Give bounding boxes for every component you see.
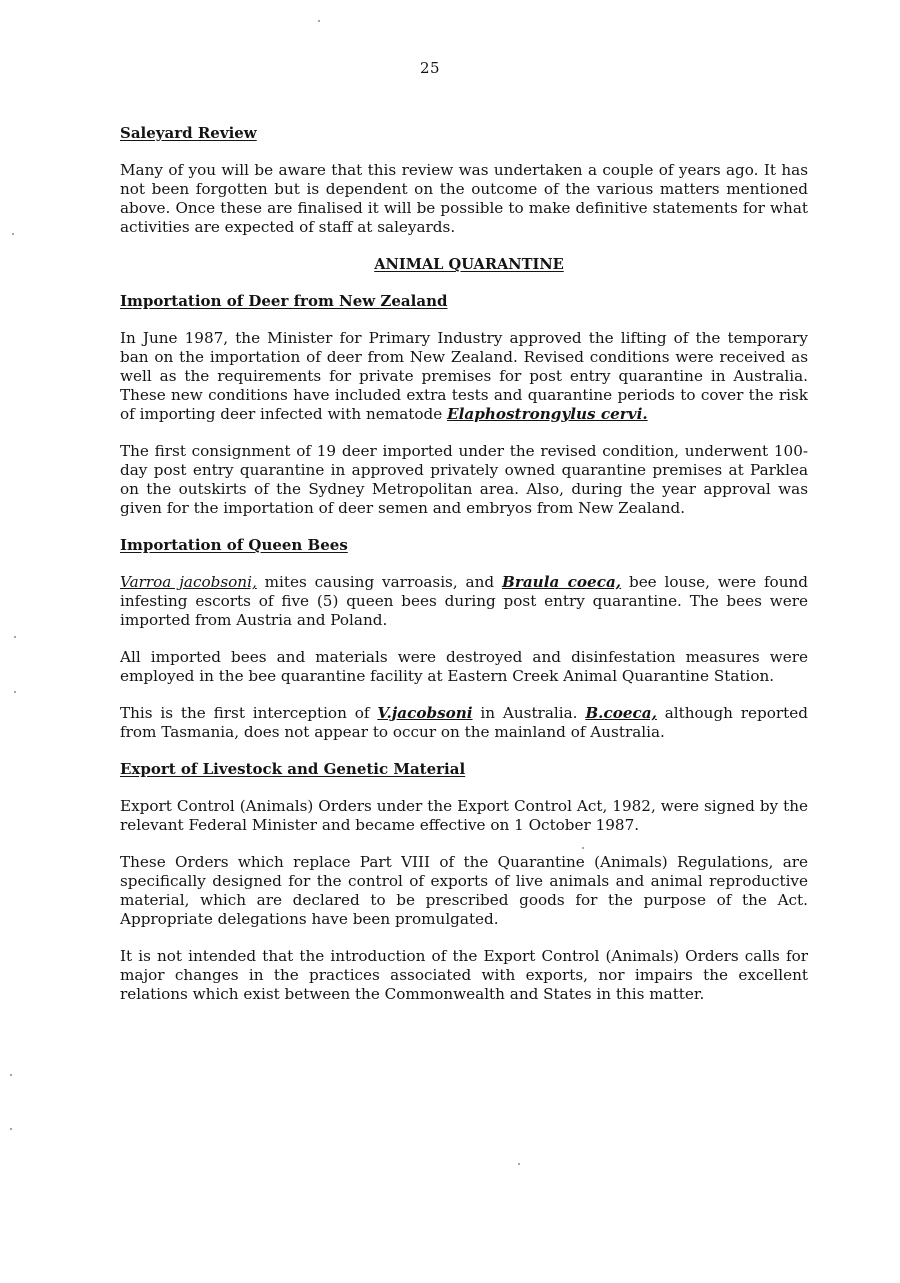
- bees-paragraph-3-mid: in Australia.: [472, 704, 586, 722]
- document-body: [120, 124, 808, 1022]
- page-number: 25: [419, 59, 441, 77]
- deer-paragraph-2: The first consignment of 19 deer imported under the revised condition, underwent 100-day post entry quarantine in approved privately owned quarantine premises at Parklea on the outskirts of the Sydney Metropolitan area. Also, during the year approval was given for the importation of deer semen and embryos from New Zealand.: [120, 442, 808, 517]
- species-braula: Braula coeca,: [502, 573, 622, 591]
- scan-speck: [14, 691, 16, 693]
- bees-paragraph-1-rest: bee louse, were found infesting escorts of five (5) queen bees during post entry quarantine. The bees were imported from Austria and Poland.: [120, 573, 808, 629]
- bees-paragraph-2: All imported bees and materials were destroyed and disinfestation measures were employed in the bee quarantine facility at Eastern Creek Animal Quarantine Station.: [120, 648, 808, 685]
- species-varroa: Varroa jacobsoni,: [120, 573, 257, 591]
- animal-quarantine-heading: ANIMAL QUARANTINE: [374, 256, 564, 273]
- bees-paragraph-3-rest: although reported from Tasmania, does not appear to occur on the mainland of Australia.: [120, 704, 808, 741]
- species-elaphostrongylus: Elaphostrongylus cervi.: [447, 405, 648, 423]
- deer-paragraph-1-text: In June 1987, the Minister for Primary Industry approved the lifting of the temporary ban on the importation of deer from New Zealand. Revised conditions were received as well as the requirements for private premises for post entry quarantine in Australia. These new conditions have included extra tests and quarantine periods to cover the risk of importing deer infected with nematode: [120, 329, 808, 423]
- bees-paragraph-1-mid: mites causing varroasis, and: [256, 573, 502, 591]
- export-paragraph-3: It is not intended that the introduction of the Export Control (Animals) Orders calls for major changes in the practices associated with exports, nor impairs the excellent relations which exist between the Commonwealth and States in this matter.: [120, 947, 808, 1003]
- export-paragraph-1: Export Control (Animals) Orders under the Export Control Act, 1982, were signed by the relevant Federal Minister and became effective on 1 October 1987.: [120, 797, 808, 834]
- saleyard-review-heading: Saleyard Review: [120, 124, 257, 142]
- species-b-coeca: B.coeca,: [585, 704, 657, 722]
- species-v-jacobsoni: V.jacobsoni: [377, 704, 473, 722]
- export-paragraph-2: These Orders which replace Part VIII of the Quarantine (Animals) Regulations, are specifically designed for the control of exports of live animals and animal reproductive material, which are declared to be prescribed goods for the purpose of the Act. Appropriate delegations have been promulgated.: [120, 853, 808, 928]
- saleyard-review-paragraph: Many of you will be aware that this review was undertaken a couple of years ago. It has not been forgotten but is dependent on the outcome of the various matters mentioned above. Once these are finalised it will be possible to make definitive statements for what activities are expected of staff at saleyards.: [120, 161, 808, 236]
- scan-speck: [582, 847, 584, 849]
- scan-speck: [14, 636, 16, 638]
- deer-importation-heading: Importation of Deer from New Zealand: [120, 292, 448, 310]
- scan-speck: [10, 1074, 12, 1076]
- scan-speck: [518, 1163, 520, 1165]
- bees-paragraph-1: [120, 573, 808, 630]
- export-livestock-heading: Export of Livestock and Genetic Material: [120, 760, 466, 778]
- scan-speck: [10, 1128, 12, 1130]
- queen-bees-heading: Importation of Queen Bees: [120, 536, 348, 554]
- deer-paragraph-1: [120, 329, 808, 424]
- bees-paragraph-3-start: This is the first interception of: [120, 704, 378, 722]
- scan-speck: [12, 233, 14, 235]
- scan-speck: [318, 20, 320, 22]
- bees-paragraph-3: [120, 704, 808, 742]
